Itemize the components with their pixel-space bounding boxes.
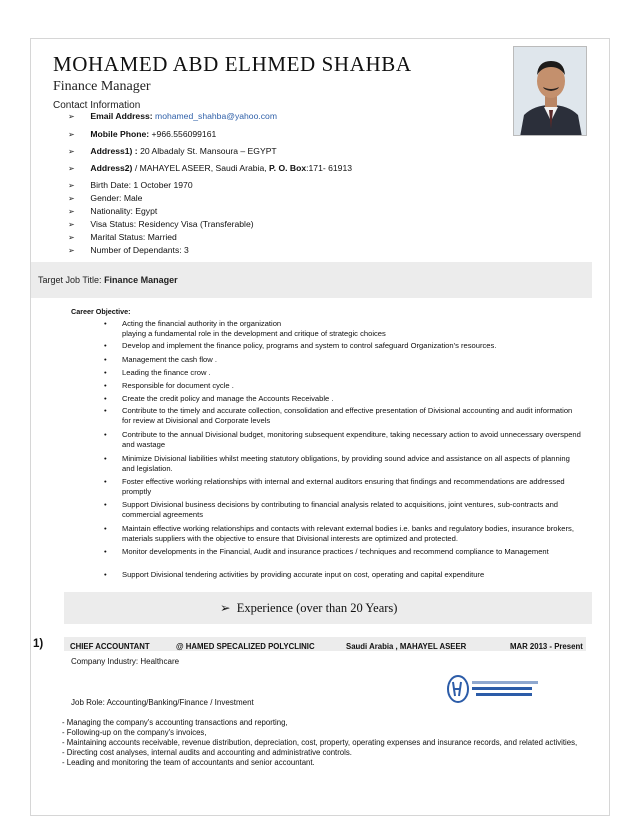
person-photo-icon	[514, 47, 587, 136]
arrow-bullet-icon: ➢	[68, 181, 75, 190]
experience-heading	[220, 600, 397, 616]
career-objective-text: Contribute to the timely and accurate collection, consolidation and effective presentation of Divisional accounting and audit information for review at Divisional and Corporate levels	[122, 406, 573, 425]
pobox-value: :171- 61913	[306, 163, 353, 173]
contact-address2	[68, 163, 352, 173]
bullet-dot-icon: •	[104, 477, 107, 486]
contact-marital	[68, 232, 177, 242]
career-objective-text: Support Divisional business decisions by contributing to financial analysis related to acquisitions, joint ventures, sub-contracts and commercial agreements	[122, 500, 559, 519]
duty-line: - Managing the company's accounting transactions and reporting,	[62, 718, 288, 727]
contact-mobile	[68, 129, 216, 139]
email-link[interactable]: mohamed_shahba@yahoo.com	[155, 111, 277, 121]
job-location: Saudi Arabia , MAHAYEL ASEER	[346, 642, 467, 651]
contact-gender	[68, 193, 142, 203]
job-industry: Company Industry: Healthcare	[71, 657, 180, 666]
arrow-bullet-icon: ➢	[68, 112, 75, 121]
contact-dependants	[68, 245, 189, 255]
job-duties	[62, 718, 590, 768]
duty-line: - Maintaining accounts receivable, revenue distribution, depreciation, cost, property, operating expenses and insurance records, and related activities,	[62, 738, 578, 747]
duty-line: - Directing cost analyses, internal audits and accounting and administrative controls.	[62, 748, 352, 757]
arrow-bullet-icon: ➢	[68, 246, 75, 255]
target-job-label: Target Job Title:	[38, 275, 102, 285]
address2-label: Address2)	[90, 163, 133, 173]
bullet-dot-icon: •	[104, 524, 107, 533]
career-objective-text: Monitor developments in the Financial, Audit and insurance practices / techniques and recommend compliance to Management	[122, 547, 549, 556]
job-title: CHIEF ACCOUNTANT	[70, 642, 150, 651]
candidate-role: Finance Manager	[53, 79, 151, 94]
bullet-dot-icon: •	[104, 430, 107, 439]
bullet-dot-icon: •	[104, 381, 107, 390]
bullet-dot-icon: •	[104, 570, 107, 579]
profile-photo	[513, 46, 587, 136]
career-objective-title: Career Objective:	[71, 307, 131, 316]
job-company: @ HAMED SPECALIZED POLYCLINIC	[176, 642, 315, 651]
arrow-bullet-icon: ➢	[68, 220, 75, 229]
mobile-value: +966.556099161	[151, 129, 217, 139]
candidate-name: MOHAMED ABD ELHMED SHAHBA	[53, 52, 412, 76]
career-objective-text: Responsible for document cycle .	[122, 381, 234, 390]
pobox-label: P. O. Box	[269, 163, 307, 173]
target-job-title	[38, 275, 178, 285]
career-objective-text: Acting the financial authority in the organization playing a fundamental role in the development and critique of strategic choices	[122, 319, 386, 338]
dependants-value: Number of Dependants: 3	[90, 245, 189, 255]
arrow-bullet-icon: ➢	[68, 194, 75, 203]
bullet-dot-icon: •	[104, 341, 107, 350]
target-job-value: Finance Manager	[104, 275, 178, 285]
bullet-dot-icon: •	[104, 394, 107, 403]
career-objective-text: Management the cash flow .	[122, 355, 217, 364]
job-date: MAR 2013 - Present	[510, 642, 583, 651]
address1-label: Address1) :	[90, 146, 138, 156]
arrow-bullet-icon: ➢	[68, 130, 75, 139]
arrow-bullet-icon: ➢	[68, 164, 75, 173]
polyclinic-logo-icon	[446, 674, 542, 704]
contact-title: Contact Information	[53, 100, 141, 111]
nationality-value: Nationality: Egypt	[90, 206, 158, 216]
bullet-dot-icon: •	[104, 319, 107, 328]
career-objective-text: Contribute to the annual Divisional budget, monitoring subsequent expenditure, taking necessary action to avoid unnecessary overspend and wastage	[122, 430, 581, 449]
career-objective-text: Create the credit policy and manage the Accounts Receivable .	[122, 394, 334, 403]
experience-heading-text: Experience (over than 20 Years)	[236, 601, 398, 615]
marital-value: Marital Status: Married	[90, 232, 177, 242]
arrow-bullet-icon: ➢	[220, 601, 231, 615]
bullet-dot-icon: •	[104, 355, 107, 364]
career-objective-text: Support Divisional tendering activities by providing accurate input on cost, operating and capital expenditure	[122, 570, 485, 579]
address1-value: 20 Albadaly St. Mansoura – EGYPT	[140, 146, 277, 156]
bullet-dot-icon: •	[104, 500, 107, 509]
job-role: Job Role: Accounting/Banking/Finance / Investment	[71, 698, 254, 707]
address2-value: / MAHAYEL ASEER, Saudi Arabia,	[134, 163, 267, 173]
contact-email	[68, 111, 277, 121]
bullet-dot-icon: •	[104, 547, 107, 556]
bullet-dot-icon: •	[104, 406, 107, 415]
duty-line: - Leading and monitoring the team of accountants and senior accountant.	[62, 758, 315, 767]
arrow-bullet-icon: ➢	[68, 207, 75, 216]
contact-address1	[68, 146, 277, 156]
birth-value: Birth Date: 1 October 1970	[90, 180, 193, 190]
bullet-dot-icon: •	[104, 368, 107, 377]
bullet-dot-icon: •	[104, 454, 107, 463]
career-objective-text: Leading the finance crow .	[122, 368, 211, 377]
arrow-bullet-icon: ➢	[68, 233, 75, 242]
arrow-bullet-icon: ➢	[68, 147, 75, 156]
contact-birth	[68, 180, 193, 190]
company-logo	[446, 674, 542, 704]
job-number: 1)	[33, 638, 44, 650]
contact-visa	[68, 219, 254, 229]
email-label: Email Address:	[90, 111, 153, 121]
contact-nationality	[68, 206, 157, 216]
visa-value: Visa Status: Residency Visa (Transferable)	[90, 219, 254, 229]
career-objective-text: Develop and implement the finance policy, programs and system to control safeguard Organization's resources.	[122, 341, 497, 350]
gender-value: Gender: Male	[90, 193, 143, 203]
duty-line: - Following-up on the company's invoices,	[62, 728, 207, 737]
career-objective-text: Maintain effective working relationships and contacts with relevant external bodies i.e. banks and regulatory bodies, insurance brokers, materials suppliers with the objective to ensure that Divisional interests are optimized and protected.	[122, 524, 574, 543]
career-objective-text: Foster effective working relationships with internal and external auditors ensuring that findings and recommendations are addressed promptly	[122, 477, 565, 496]
career-objective-text: Minimize Divisional liabilities whilst meeting statutory obligations, by providing sound advice and assistance on all aspects of planning and legislation.	[122, 454, 570, 473]
mobile-label: Mobile Phone:	[90, 129, 150, 139]
